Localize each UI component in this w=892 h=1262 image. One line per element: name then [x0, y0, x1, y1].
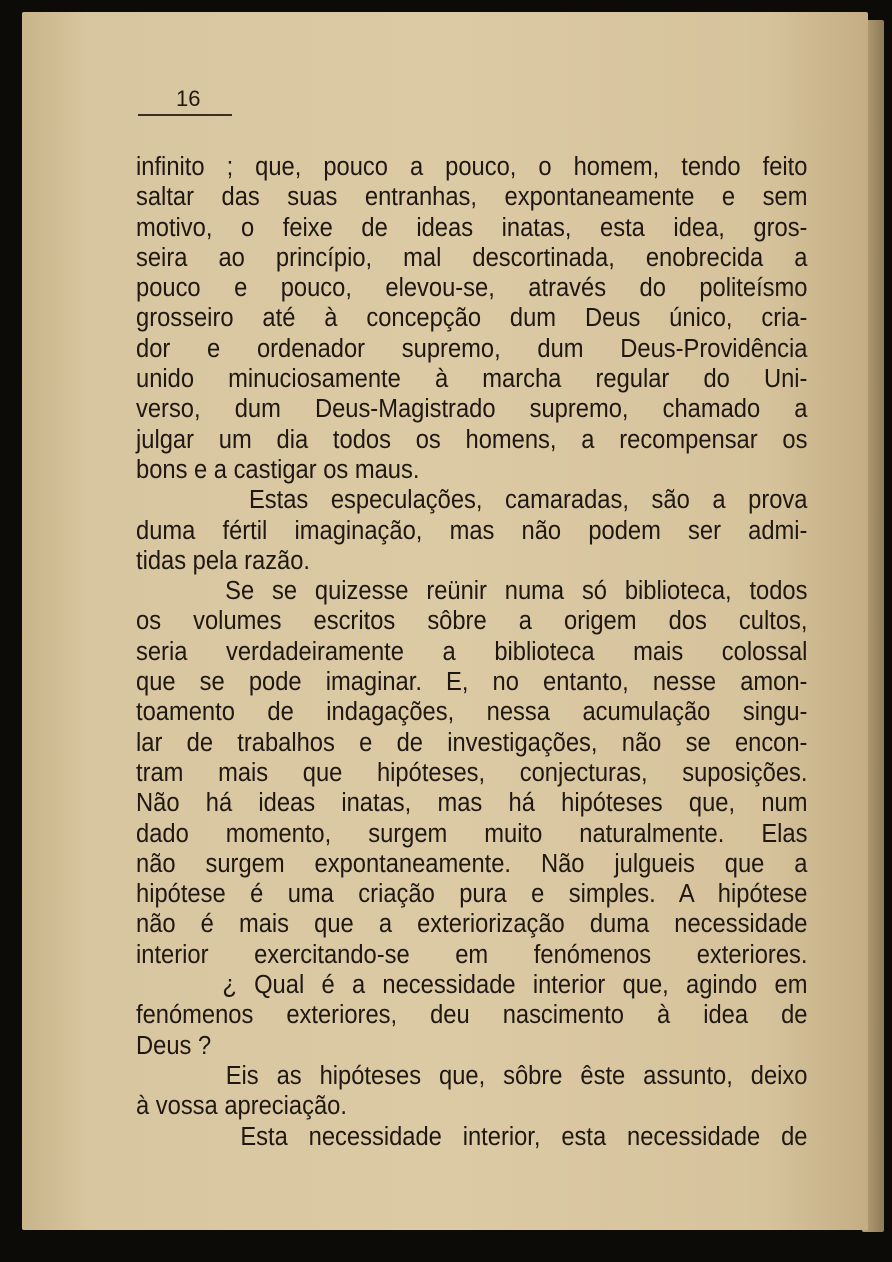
text-line: interior exercitando-se em fenómenos exteriores. [136, 940, 808, 969]
text-line: não é mais que a exteriorização duma necessidade [136, 910, 808, 939]
text-line: Deus ? [136, 1031, 212, 1060]
text-line: motivo, o feixe de ideas inatas, esta idea, gros- [136, 213, 808, 242]
text-line: lar de trabalhos e de investigações, não se encon- [136, 728, 808, 757]
text-line: grosseiro até à concepção dum Deus único, cria- [136, 304, 808, 333]
text-line: bons e a castigar os maus. [136, 455, 420, 484]
text-line: tram mais que hipóteses, conjecturas, suposições. [136, 758, 808, 787]
text-line: Eis as hipóteses que, sôbre êste assunto, deixo [136, 1061, 808, 1090]
text-line: fenómenos exteriores, deu nascimento à idea de [136, 1001, 808, 1030]
text-line: infinito ; que, pouco a pouco, o homem, tendo feito [136, 153, 808, 181]
text-line: tidas pela razão. [136, 546, 311, 575]
text-line: unido minuciosamente à marcha regular do Uni- [136, 365, 808, 394]
text-line: dor e ordenador supremo, dum Deus-Providência [136, 334, 808, 363]
text-line: toamento de indagações, nessa acumulação singu- [136, 698, 808, 727]
text-line: hipótese é uma criação pura e simples. A hipótese [136, 880, 808, 909]
text-line: seira ao princípio, mal descortinada, enobrecida a [136, 243, 808, 272]
text-line: Não há ideas inatas, mas há hipóteses que, num [136, 789, 808, 818]
body-text [136, 152, 808, 1152]
text-line: os volumes escritos sôbre a origem dos cultos, [136, 607, 808, 636]
text-line: dado momento, surgem muito naturalmente. Elas [136, 819, 808, 848]
page-number-rule [138, 114, 232, 116]
text-line: julgar um dia todos os homens, a recompensar os [136, 425, 808, 454]
text-line: duma fértil imaginação, mas não podem ser admi- [136, 516, 808, 545]
text-line: verso, dum Deus-Magistrado supremo, chamado a [136, 395, 808, 424]
text-line: seria verdadeiramente a biblioteca mais colossal [136, 637, 808, 666]
text-line: Se se quizesse reünir numa só biblioteca, todos [136, 577, 808, 606]
text-line: saltar das suas entranhas, expontaneamente e sem [136, 183, 808, 212]
text-line: que se pode imaginar. E, no entanto, nesse amon- [136, 668, 808, 697]
text-line: à vossa apreciação. [136, 1092, 347, 1121]
text-line: pouco e pouco, elevou-se, através do politeísmo [136, 274, 808, 303]
text-line: ¿ Qual é a necessidade interior que, agindo em [136, 971, 808, 1000]
text-line: não surgem expontaneamente. Não julgueis que a [136, 849, 808, 878]
text-line: Estas especulações, camaradas, são a prova [136, 486, 808, 515]
text-line: Esta necessidade interior, esta necessidade de [136, 1122, 808, 1151]
page-number: 16 [176, 86, 201, 111]
